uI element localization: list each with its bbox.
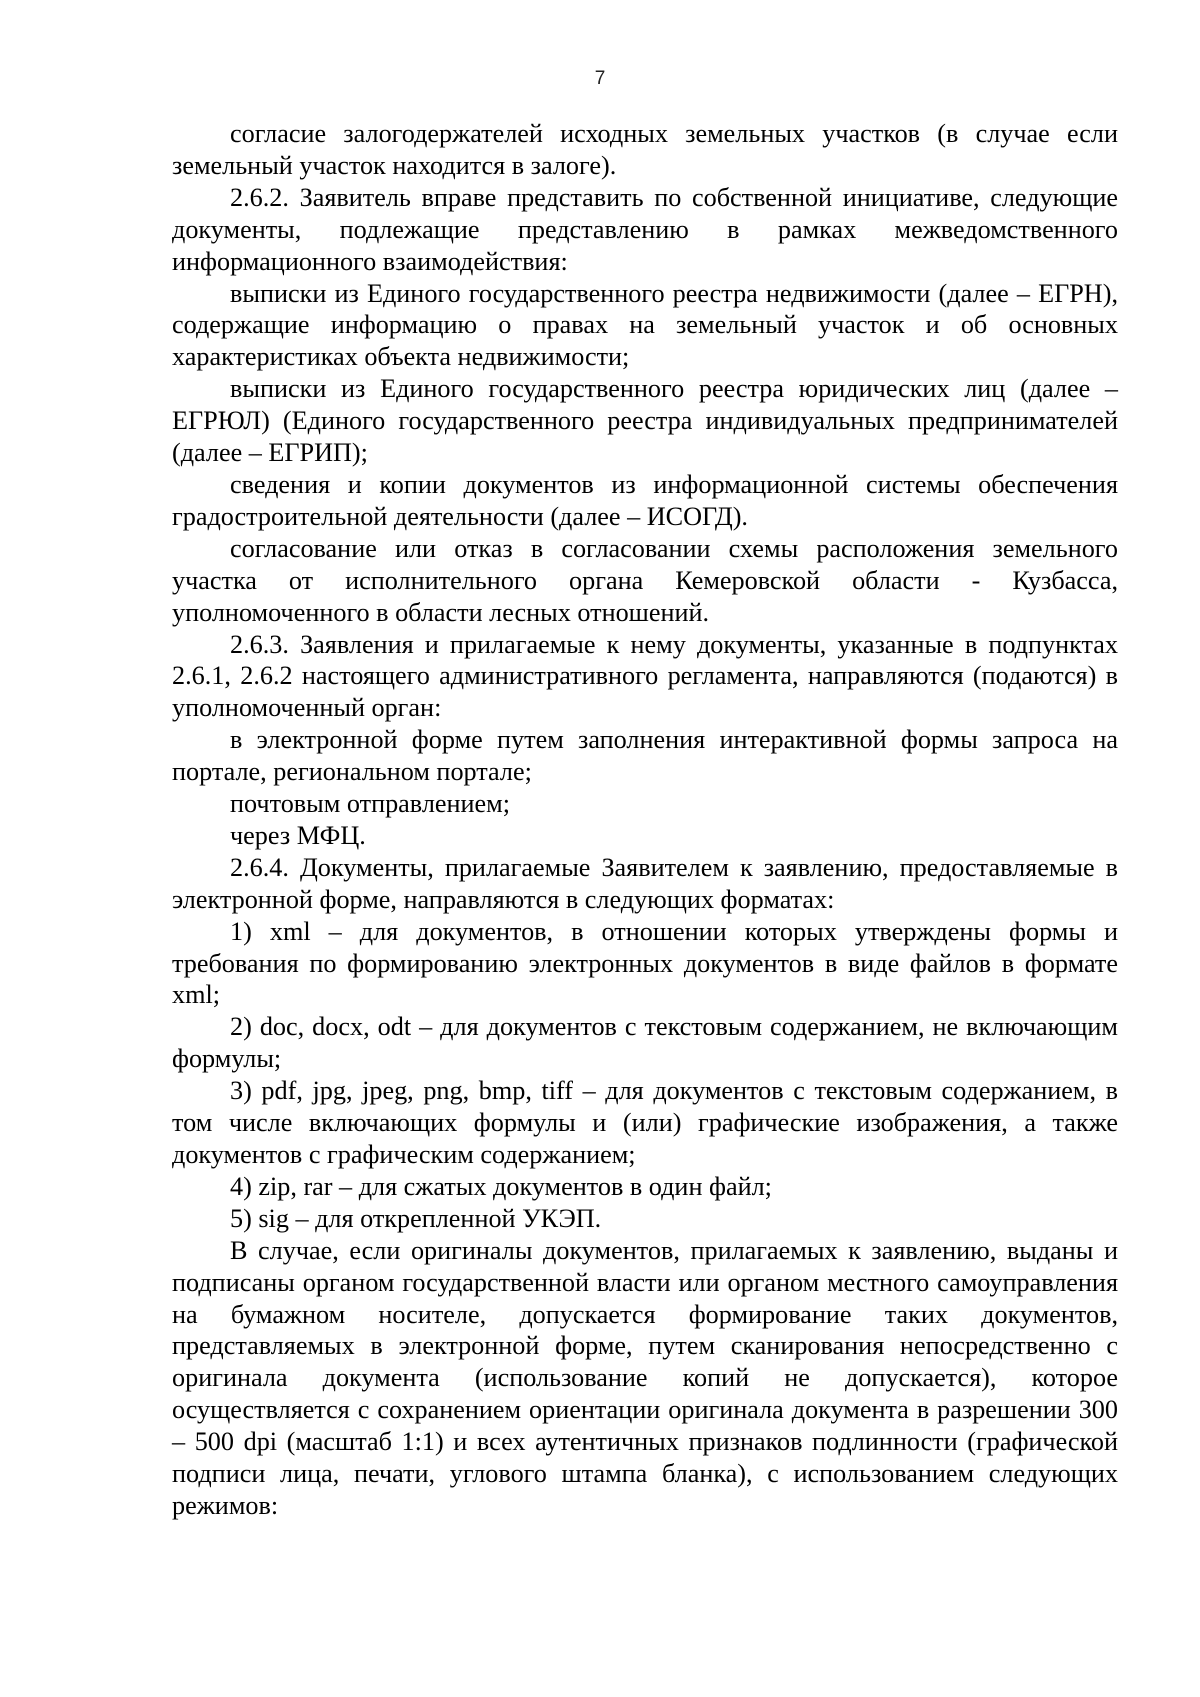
list-item-sig: 5) sig – для открепленной УКЭП. bbox=[230, 1203, 602, 1233]
paragraph-egrn: выписки из Единого государственного реестра недвижимости (далее – ЕГРН), содержащие информацию о правах на земельный участок и об основных характеристиках объекта недвижимости; bbox=[172, 278, 1118, 372]
paragraph-forest-approval: согласование или отказ в согласовании схемы расположения земельного участка от исполнительного органа Кемеровской области - Кузбасса, уполномоченного в области лесных отношений. bbox=[172, 533, 1118, 627]
paragraph-postal: почтовым отправлением; bbox=[230, 789, 511, 819]
paragraph-egrul: выписки из Единого государственного реестра юридических лиц (далее – ЕГРЮЛ) (Единого государственного реестра индивидуальных предпринимателей (далее – ЕГРИП); bbox=[172, 374, 1118, 468]
list-item-pdf: 3) pdf, jpg, jpeg, png, bmp, tiff – для документов с текстовым содержанием, в том числе включающих формулы и (или) графические изображения, а также документов с графическим содержанием; bbox=[172, 1076, 1118, 1169]
paragraph-2-6-2: 2.6.2. Заявитель вправе представить по собственной инициативе, следующие документы, подлежащие представлению в рамках межведомственного информационного взаимодействия: bbox=[172, 182, 1118, 276]
paragraph-scanning: В случае, если оригиналы документов, прилагаемых к заявлению, выданы и подписаны органом государственной власти или органом местного самоуправления на бумажном носителе, допускается формирование таких документов, представляемых в электронной форме, путем сканирования непосредственно с оригинала документа (использование копий не допускается), которое осуществляется с сохранением ориентации оригинала документа в разрешении 300 – 500 dpi (масштаб 1:1) и всех аутентичных признаков подлинности (графической подписи лица, печати, углового штампа бланка), с использованием следующих режимов: bbox=[172, 1235, 1118, 1520]
paragraph-isogd: сведения и копии документов из информационной системы обеспечения градостроительной деятельности (далее – ИСОГД). bbox=[172, 469, 1118, 531]
document-body bbox=[172, 118, 1118, 1522]
paragraph-mfc: через МФЦ. bbox=[230, 820, 366, 850]
list-item-xml: 1) xml – для документов, в отношении которых утверждены формы и требования по формированию электронных документов в виде файлов в формате xml; bbox=[172, 916, 1118, 1010]
paragraph-2-6-4: 2.6.4. Документы, прилагаемые Заявителем к заявлению, предоставляемые в электронной форме, направляются в следующих форматах: bbox=[172, 852, 1118, 914]
paragraph-consent: согласие залогодержателей исходных земельных участков (в случае если земельный участок находится в залоге). bbox=[172, 119, 1118, 180]
paragraph-2-6-3: 2.6.3. Заявления и прилагаемые к нему документы, указанные в подпунктах 2.6.1, 2.6.2 настоящего административного регламента, направляются (подаются) в уполномоченный орган: bbox=[172, 629, 1118, 723]
paragraph-electronic-form: в электронной форме путем заполнения интерактивной формы запроса на портале, региональном портале; bbox=[172, 725, 1118, 787]
page-number: 7 bbox=[594, 68, 606, 89]
list-item-doc: 2) doc, docx, odt – для документов с текстовым содержанием, не включающим формулы; bbox=[172, 1012, 1118, 1074]
list-item-zip: 4) zip, rar – для сжатых документов в один файл; bbox=[230, 1171, 772, 1201]
